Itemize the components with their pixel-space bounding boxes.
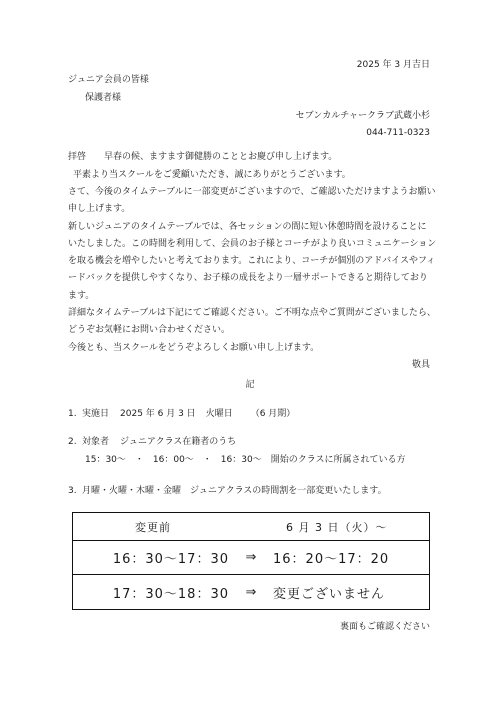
body-line: いたしました。この時間を利用して、会員のお子様とコーチがより良いコミュニケーション — [68, 238, 437, 249]
body-line: 平素より当スクールをご愛顧いただき、誠にありがとうございます。 — [73, 169, 351, 180]
right-arrow-icon: ⇒ — [245, 550, 257, 565]
body-paragraph-greeting — [68, 167, 430, 184]
time-after: 変更ございません — [273, 586, 386, 602]
body-line: さて、今後のタイムテーブルに一部変更がございますので、ご確認いただけますようお願い — [68, 186, 436, 197]
item-text: ジュニアクラスの時間割を一部変更いたします。 — [190, 486, 387, 496]
item-label: 月曜・火曜・木曜・金曜 — [82, 486, 182, 496]
notice-item-target-detail: 15：30～ ・ 16：00～ ・ 16：30～ 開始のクラスに所属されている方 — [85, 455, 406, 465]
footer-note: 裏面もご確認ください — [339, 622, 430, 632]
body-paragraph-inquiry — [68, 305, 436, 340]
body-paragraph-announcement — [68, 184, 436, 219]
item-number: 3. — [68, 486, 77, 496]
body-line: 新しいジュニアのタイムテーブルでは、各セッションの間に短い休憩時間を設けることに — [68, 221, 427, 232]
letter-body — [68, 149, 437, 374]
recipient-line-2: 保護者様 — [85, 93, 122, 103]
body-line: ードバックを提供しやすくなり、お子様の成長をより一層サポートできると期待しており — [68, 273, 428, 284]
time-before: 17：30～18：30 — [112, 586, 229, 602]
header-after: 6 月 3 日（火）～ — [286, 520, 388, 534]
time-before: 16：30～17：30 — [112, 552, 229, 567]
item-text: ジュニアクラス在籍者のうち — [120, 437, 237, 447]
item-number: 2. — [68, 437, 77, 447]
header-before: 変更前 — [135, 520, 171, 534]
sender-name: セブンカルチャークラブ武蔵小杉 — [295, 111, 430, 121]
item-number: 1. — [68, 409, 77, 419]
body-line: 拝啓 早春の候、ますます御健勝のこととお慶び申し上げます。 — [68, 152, 338, 163]
body-line: 申し上げます。 — [68, 204, 131, 215]
time-after: 16：20～17：20 — [273, 552, 390, 567]
body-paragraph-details — [68, 219, 437, 305]
body-line: どうぞお気軽にお問い合わせください。 — [68, 325, 231, 336]
item-label: 実施日 — [82, 409, 110, 419]
recipient-line-1: ジュニア会員の皆様 — [68, 75, 149, 85]
table-row — [73, 540, 429, 574]
item-date: 2025 年 6 月 3 日 — [120, 409, 196, 419]
body-line: 今後とも、当スクールをどうぞよろしくお願い申し上げます。 — [68, 342, 320, 353]
schedule-table-header — [73, 513, 429, 540]
notice-item-change — [68, 485, 387, 497]
body-line: を取る機会を増やしたいと考えております。これにより、コーチが個別のアドバイスやフィ — [68, 256, 436, 267]
closing-word: 敬具 — [411, 359, 430, 370]
schedule-table — [72, 512, 430, 610]
item-label: 対象者 — [82, 437, 110, 447]
sender-phone: 044-711-0323 — [366, 128, 430, 138]
body-paragraph-opening — [68, 149, 430, 166]
body-line: ます。 — [68, 290, 95, 301]
notice-heading: 記 — [245, 380, 255, 390]
body-paragraph-closing-remark — [68, 340, 430, 357]
letter-date: 2025 年 3 月吉日 — [356, 60, 430, 70]
item-weekday: 火曜日 — [205, 409, 233, 419]
item-term: （6 月期） — [250, 409, 296, 419]
right-arrow-icon: ⇒ — [245, 584, 257, 600]
body-line: 詳細なタイムテーブルは下記にてご確認ください。ご不明な点やご質問がございましたら、 — [68, 308, 436, 319]
notice-item-date — [68, 408, 295, 420]
table-row — [73, 574, 429, 609]
notice-item-target — [68, 436, 236, 448]
